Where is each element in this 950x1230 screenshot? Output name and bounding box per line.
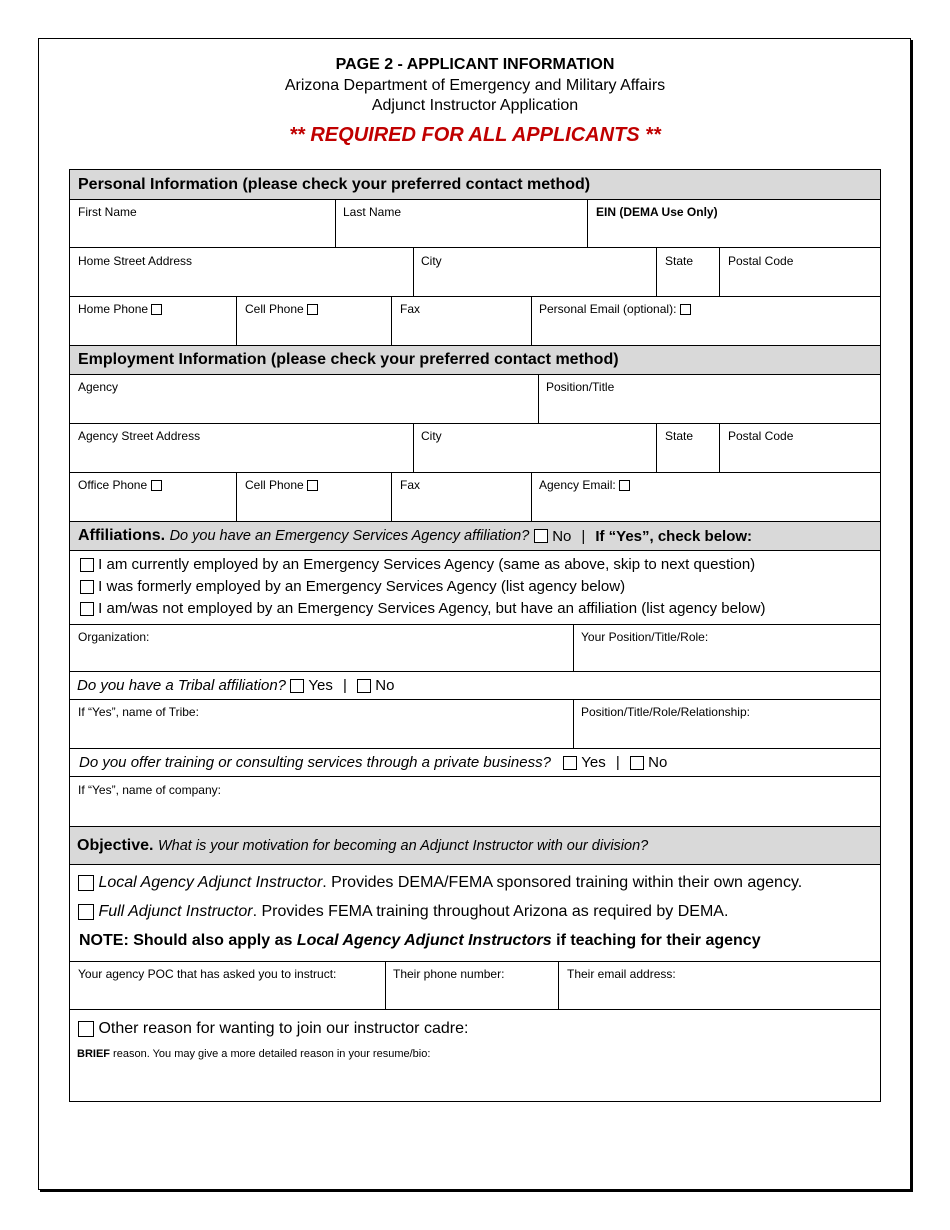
objective-options: [69, 864, 881, 962]
organization-field[interactable]: [69, 624, 574, 672]
poc-email-label: Their email address:: [567, 967, 676, 981]
tribe-role-label: Position/Title/Role/Relationship:: [581, 705, 750, 719]
fax-field[interactable]: [391, 296, 532, 346]
business-yes-checkbox[interactable]: [563, 756, 577, 770]
business-yes-label: Yes: [581, 754, 606, 771]
agency-postal-field[interactable]: [719, 423, 881, 473]
objective-note: NOTE: Should also apply as Local Agency Adjunct Instructors if teaching for their agency: [79, 932, 761, 949]
ein-label: EIN (DEMA Use Only): [596, 205, 718, 219]
personal-email-field[interactable]: [531, 296, 881, 346]
home-street-label: Home Street Address: [78, 254, 193, 268]
agency-street-label: Agency Street Address: [78, 429, 201, 443]
agency-cell-phone-checkbox[interactable]: [307, 480, 318, 491]
business-question: Do you offer training or consulting services through a private business?: [79, 754, 551, 771]
full-adjunct-checkbox[interactable]: [78, 904, 94, 920]
required-notice: ** REQUIRED FOR ALL APPLICANTS **: [289, 124, 661, 146]
first-name-field[interactable]: [69, 199, 336, 248]
poc-phone-field[interactable]: [385, 961, 559, 1010]
position-label: Position/Title: [546, 380, 615, 394]
affiliation-option-checkbox[interactable]: [80, 602, 94, 616]
tribal-question-row: [69, 671, 881, 700]
ein-field: [587, 199, 881, 248]
agency-street-field[interactable]: [69, 423, 414, 473]
home-state-label: State: [665, 254, 694, 268]
business-no-checkbox[interactable]: [630, 756, 644, 770]
local-agency-checkbox[interactable]: [78, 875, 94, 891]
full-adjunct-option[interactable]: Full Adjunct Instructor. Provides FEMA training throughout Arizona as required by DEMA.: [78, 903, 728, 921]
affiliations-section-heading: Affiliations. Do you have an Emergency Services Agency affiliation? No | If “Yes”, check below:: [69, 521, 881, 551]
tribal-no-checkbox[interactable]: [357, 679, 371, 693]
tribal-no-label: No: [375, 677, 395, 694]
tribe-name-label: If “Yes”, name of Tribe:: [78, 705, 199, 719]
other-reason-field[interactable]: [69, 1009, 881, 1102]
organization-label: Organization:: [78, 630, 150, 644]
agency-cell-phone-field[interactable]: [236, 472, 392, 522]
poc-label: Your agency POC that has asked you to instruct:: [78, 967, 337, 981]
objective-section-heading: Objective. What is your motivation for becoming an Adjunct Instructor with our division?: [69, 826, 881, 865]
affiliation-option[interactable]: I am/was not employed by an Emergency Services Agency, but have an affiliation (list agency below): [80, 600, 765, 617]
agency-email-checkbox[interactable]: [619, 480, 630, 491]
home-phone-label: Home Phone: [78, 302, 149, 316]
office-phone-label: Office Phone: [78, 478, 148, 492]
affiliation-no-label: No: [552, 527, 572, 545]
objective-question: What is your motivation for becoming an Adjunct Instructor with our division?: [157, 837, 649, 854]
office-phone-checkbox[interactable]: [151, 480, 162, 491]
home-street-field[interactable]: [69, 247, 414, 297]
page-shadow: [911, 40, 913, 1192]
fax-label: Fax: [400, 302, 421, 316]
brief-reason-label: BRIEF reason. You may give a more detailed reason in your resume/bio:: [77, 1048, 431, 1060]
cell-phone-label: Cell Phone: [245, 302, 304, 316]
office-phone-field[interactable]: [69, 472, 237, 522]
company-name-field[interactable]: [69, 776, 881, 827]
agency-city-label: City: [421, 429, 442, 443]
last-name-field[interactable]: [335, 199, 588, 248]
page-title: PAGE 2 - APPLICANT INFORMATION: [335, 56, 615, 73]
agency-cell-phone-label: Cell Phone: [245, 478, 304, 492]
poc-phone-label: Their phone number:: [393, 967, 505, 981]
home-phone-field[interactable]: [69, 296, 237, 346]
form-name: Adjunct Instructor Application: [371, 97, 579, 114]
affiliation-option[interactable]: I was formerly employed by an Emergency Services Agency (list agency below): [80, 578, 625, 595]
position-field[interactable]: [538, 374, 881, 424]
separator: |: [615, 754, 620, 771]
agency-fax-field[interactable]: [391, 472, 532, 522]
last-name-label: Last Name: [343, 205, 402, 219]
agency-email-label: Agency Email:: [539, 478, 616, 492]
home-state-field[interactable]: [656, 247, 720, 297]
tribal-yes-checkbox[interactable]: [290, 679, 304, 693]
company-name-label: If “Yes”, name of company:: [78, 783, 221, 797]
business-no-label: No: [648, 754, 668, 771]
personal-email-checkbox[interactable]: [680, 304, 691, 315]
agency-postal-label: Postal Code: [728, 429, 794, 443]
home-city-label: City: [421, 254, 442, 268]
affiliation-option-checkbox[interactable]: [80, 580, 94, 594]
home-phone-checkbox[interactable]: [151, 304, 162, 315]
employment-section-heading: Employment Information (please check your preferred contact method): [69, 345, 881, 375]
separator: |: [343, 677, 347, 694]
agency-city-field[interactable]: [413, 423, 657, 473]
home-city-field[interactable]: [413, 247, 657, 297]
agency-email-field[interactable]: [531, 472, 881, 522]
affiliation-question: Do you have an Emergency Services Agency affiliation?: [169, 528, 530, 544]
role-field[interactable]: [573, 624, 881, 672]
business-question-row: [69, 748, 881, 777]
tribe-name-field[interactable]: [69, 699, 574, 749]
agency-fax-label: Fax: [400, 478, 421, 492]
if-yes-label: If “Yes”, check below:: [595, 527, 753, 545]
agency-state-label: State: [665, 429, 694, 443]
personal-email-label: Personal Email (optional):: [539, 302, 677, 316]
agency-field[interactable]: [69, 374, 539, 424]
other-reason-checkbox[interactable]: [78, 1021, 94, 1037]
poc-field[interactable]: [69, 961, 386, 1010]
personal-section-heading: Personal Information (please check your preferred contact method): [69, 169, 881, 200]
affiliation-option-checkbox[interactable]: [80, 558, 94, 572]
first-name-label: First Name: [78, 205, 137, 219]
poc-email-field[interactable]: [558, 961, 881, 1010]
home-postal-label: Postal Code: [728, 254, 794, 268]
separator: |: [581, 527, 586, 545]
cell-phone-checkbox[interactable]: [307, 304, 318, 315]
affiliation-no-checkbox[interactable]: [534, 529, 548, 543]
org-name: Arizona Department of Emergency and Military Affairs: [284, 77, 666, 94]
page-shadow: [40, 1190, 913, 1192]
other-reason-option[interactable]: Other reason for wanting to join our instructor cadre:: [78, 1020, 468, 1038]
agency-state-field[interactable]: [656, 423, 720, 473]
agency-label: Agency: [78, 380, 119, 394]
affiliation-options: [69, 550, 881, 625]
tribe-role-field[interactable]: [573, 699, 881, 749]
tribal-yes-label: Yes: [308, 677, 333, 694]
tribal-question: Do you have a Tribal affiliation?: [77, 677, 287, 694]
affiliation-option[interactable]: I am currently employed by an Emergency Services Agency (same as above, skip to next question): [80, 556, 755, 573]
cell-phone-field[interactable]: [236, 296, 392, 346]
local-agency-option[interactable]: Local Agency Adjunct Instructor. Provides DEMA/FEMA sponsored training within their own agency.: [78, 874, 802, 892]
role-label: Your Position/Title/Role:: [581, 630, 709, 644]
home-postal-field[interactable]: [719, 247, 881, 297]
